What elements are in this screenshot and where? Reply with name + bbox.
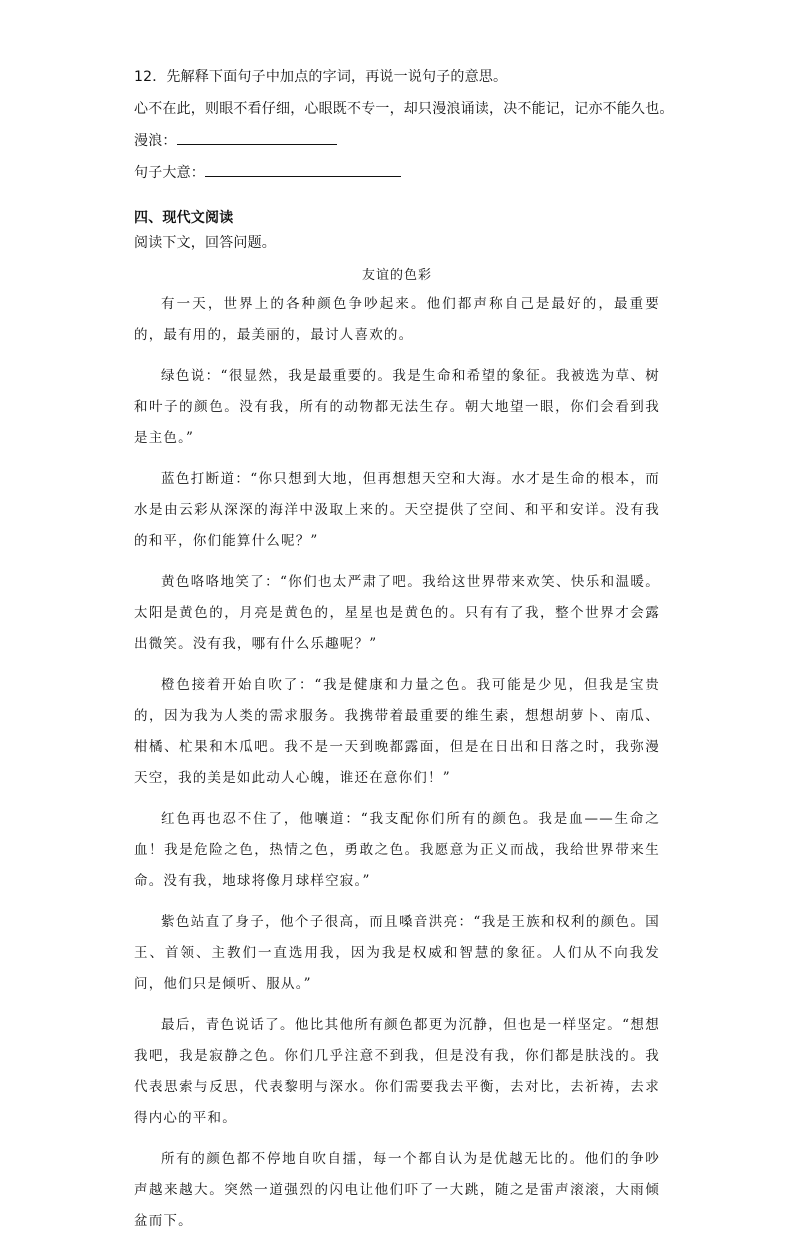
meaning-label: 句子大意： <box>134 165 205 181</box>
article-paragraph: 红色再也忍不住了，他嚷道：“我支配你们所有的颜色。我是血——生命之血！我是危险之色，热情之色，勇敢之色。我愿意为正义而战，我给世界带来生命。没有我，地球将像月球样空寂。” <box>134 811 660 889</box>
man-lang-label: 漫浪： <box>134 133 177 149</box>
article-paragraph: 橙色接着开始自吹了：“我是健康和力量之色。我可能是少见，但我是宝贵的，因为我为人类的需求服务。我携带着最重要的维生素，想想胡萝卜、南瓜、柑橘、杧果和木瓜吧。我不是一天到晚都露面，但是在日出和日落之时，我弥漫天空，我的美是如此动人心魄，谁还在意你们！” <box>134 677 660 786</box>
man-lang-answer-row <box>134 130 337 150</box>
question-12-sentence: 心不在此，则眼不看仔细，心眼既不专一，却只漫浪诵读，决不能记，记亦不能久也。 <box>134 101 674 117</box>
meaning-answer-row <box>134 162 401 182</box>
article-paragraph: 所有的颜色都不停地自吹自擂，每一个都自认为是优越无比的。他们的争吵声越来越大。突然一道强烈的闪电让他们吓了一大跳，随之是雷声滚滚，大雨倾盆而下。 <box>134 1151 660 1229</box>
meaning-answer-blank[interactable] <box>205 162 401 177</box>
article-title: 友谊的色彩 <box>361 268 432 283</box>
section-4-instruction: 阅读下文，回答问题。 <box>134 235 276 251</box>
article-paragraph: 蓝色打断道：“你只想到大地，但再想想天空和大海。水才是生命的根本，而水是由云彩从深深的海洋中汲取上来的。天空提供了空间、和平和安详。没有我的和平，你们能算什么呢？” <box>134 471 660 549</box>
article-paragraph: 黄色咯咯地笑了：“你们也太严肃了吧。我给这世界带来欢笑、快乐和温暖。太阳是黄色的，月亮是黄色的，星星也是黄色的。只有有了我，整个世界才会露出微笑。没有我，哪有什么乐趣呢？” <box>134 574 660 652</box>
question-12-prompt: 12．先解释下面句子中加点的字词，再说一说句子的意思。 <box>134 69 508 85</box>
article-paragraph: 绿色说：“很显然，我是最重要的。我是生命和希望的象征。我被选为草、树和叶子的颜色。没有我，所有的动物都无法生存。朝大地望一眼，你们会看到我是主色。” <box>134 368 660 446</box>
man-lang-answer-blank[interactable] <box>177 130 337 145</box>
article-paragraph: 有一天，世界上的各种颜色争吵起来。他们都声称自己是最好的，最重要的，最有用的，最美丽的，最讨人喜欢的。 <box>134 296 660 343</box>
article-body <box>134 289 660 1247</box>
article-paragraph: 紫色站直了身子，他个子很高，而且嗓音洪亮：“我是王族和权利的颜色。国王、首领、主教们一直选用我，因为我是权威和智慧的象征。人们从不向我发问，他们只是倾听、服从。” <box>134 914 660 992</box>
article-paragraph: 最后，青色说话了。他比其他所有颜色都更为沉静，但也是一样坚定。“想想我吧，我是寂静之色。你们几乎注意不到我，但是没有我，你们都是肤浅的。我代表思索与反思，代表黎明与深水。你们需要我去平衡，去对比，去祈祷，去求得内心的平和。 <box>134 1017 660 1126</box>
section-4-heading: 四、现代文阅读 <box>134 210 234 226</box>
